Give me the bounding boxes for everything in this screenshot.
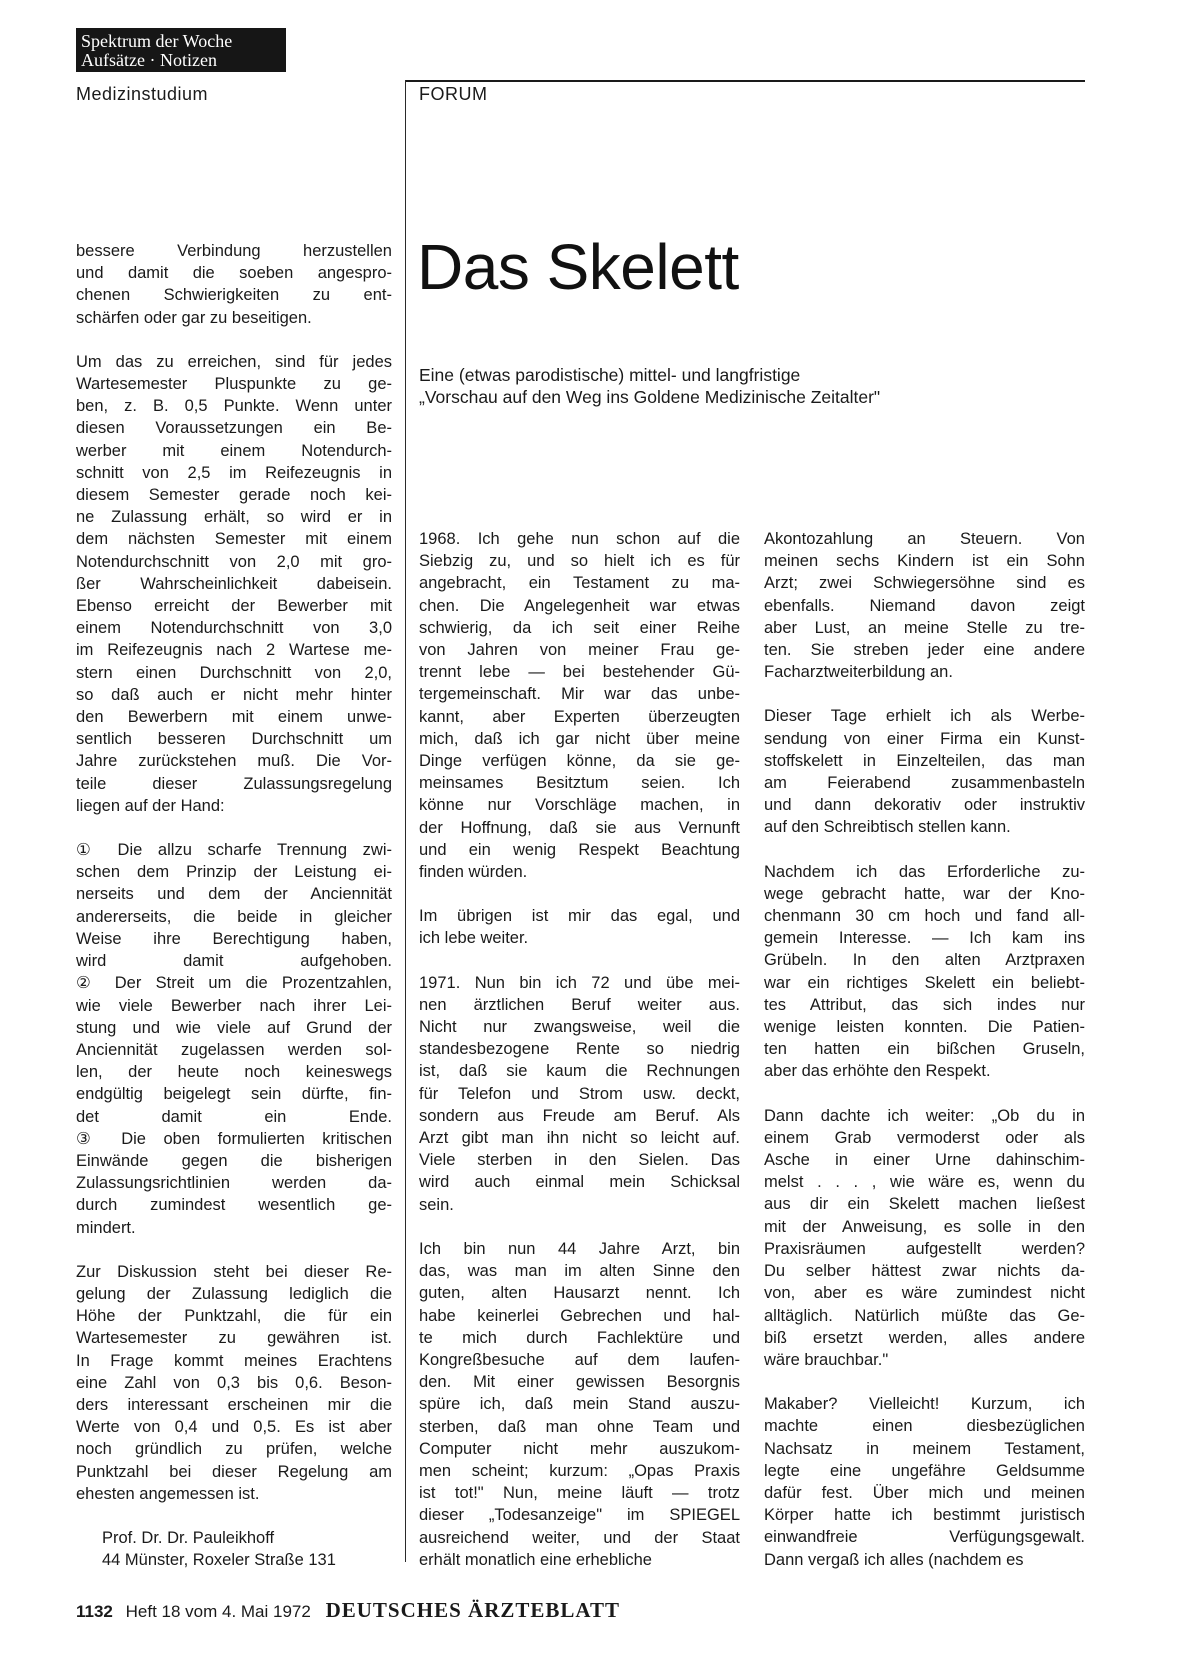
text-line: Dann vergaß ich alles (nachdem es [764,1550,1024,1569]
text-line: te mich durch Fachlektüre und [419,1328,740,1347]
text-line: stoffskelett in Einzelteilen, das man [764,751,1085,770]
text-line: nerseits und dem der Anciennität [76,885,392,904]
text-line: einem Grab vermoderst oder als [764,1128,1085,1147]
text-line: einwandfreie Verfügungsgewalt. [764,1528,1085,1547]
text-line: biß ersetzt werden, alles andere [764,1328,1085,1347]
text-line: von Jahren von meiner Frau ge- [419,641,740,660]
text-line: wege gebracht hatte, war der Kno- [764,884,1085,903]
text-paragraph [419,972,740,1216]
text-line: Höhe der Punktzahl, die für ein [76,1307,392,1326]
text-line: Akontozahlung an Steuern. Von [764,530,1085,548]
text-line: Computer nicht mehr auszukom- [419,1439,740,1458]
signature-line: Prof. Dr. Dr. Pauleikhoff [102,1528,275,1547]
text-line: aus dir ein Skelett machen ließest [764,1195,1085,1214]
text-line: war ein richtiges Skelett ein beliebt- [764,973,1085,992]
text-line: aber das erhöhte den Respekt. [764,1062,991,1081]
text-line: Nachdem ich das Erforderliche zu- [764,862,1085,881]
text-line: len, der heute noch keineswegs [76,1063,392,1082]
top-rule [405,80,1085,82]
text-line: dem nächsten Semester mit einem [76,530,392,549]
text-line: im Reifezeugnis nach 2 Wartese me- [76,641,392,660]
text-line: machte einen diesbezüglichen [764,1417,1085,1436]
text-line: diesen Voraussetzungen ein Be- [76,419,392,438]
text-line: dafür fest. Über mich und meinen [764,1483,1085,1502]
page-number: 1132 [76,1602,113,1621]
page-footer [76,1598,620,1623]
text-line: am Feierabend zusammenbasteln [764,774,1085,793]
text-line: ten hatten ein bißchen Gruseln, [764,1040,1085,1059]
text-line: wenige leisten konnten. Die Patien- [764,1018,1085,1037]
text-line: det damit ein Ende. [76,1107,392,1126]
text-paragraph [764,705,1085,838]
text-line: legte eine ungefähre Geldsumme [764,1461,1085,1480]
text-line: werber mit einem Notendurch- [76,441,392,460]
text-line: Arzt gibt man ihn nicht so leicht auf. [419,1129,740,1148]
text-line: tes Attribut, das sich indes nur [764,995,1085,1014]
text-line: Viele sterben in den Sielen. Das [419,1151,740,1170]
left-section-label: Medizinstudium [76,84,209,104]
text-line: finden würden. [419,863,528,882]
text-line: ßer Wahrscheinlichkeit dabeisein. [76,574,392,593]
text-paragraph [419,1238,740,1571]
text-line: mindert. [76,1218,136,1237]
text-paragraph [76,839,392,1239]
text-line: den Bewerbern mit einem unwe- [76,708,392,727]
text-line: gemein Interesse. — Ich kam ins [764,929,1085,948]
text-line: auf den Schreibtisch stellen kann. [764,818,1011,837]
text-line: ist tot!" Nun, meine läuft — trotz [419,1484,740,1503]
text-line: melst . . . , wie wäre es, wenn du [764,1173,1085,1192]
text-line: Notendurchschnitt von 2,0 mit gro- [76,552,392,571]
text-line: men scheint; kurzum: „Opas Praxis [419,1461,740,1480]
text-line: ehesten angemessen ist. [76,1484,260,1503]
text-line: Anciennität zugelassen werden sol- [76,1040,392,1059]
text-line: ist, daß sie kaum die Rechnungen [419,1062,740,1081]
text-line: andererseits, die beide in gleicher [76,907,392,926]
text-line: Zulassungsrichtlinien werden da- [76,1174,392,1193]
text-line: ben, z. B. 0,5 Punkte. Wenn unter [76,397,392,416]
article-subtitle [419,364,1039,408]
text-line: alltäglich. Natürlich müßte das Ge- [764,1306,1085,1325]
text-line: und ein wenig Respekt Beachtung [419,840,740,859]
text-line: Dann dachte ich weiter: „Ob du in [764,1106,1085,1125]
text-line: guten, alten Hausarzt nennt. Ich [419,1284,740,1303]
text-line: tergemeinschaft. Mir war das unbe- [419,685,740,704]
text-line: schnitt von 2,5 im Reifezeugnis in [76,463,392,482]
text-line: von, aber es wäre zumindest nicht [764,1284,1085,1303]
text-line: standesbezogene Rente so niedrig [419,1040,740,1059]
text-paragraph [764,861,1085,1083]
text-line: Kongreßbesuche auf dem laufen- [419,1350,740,1369]
text-line: teile dieser Zulassungsregelung [76,774,392,793]
text-line: Grübeln. In den alten Arztpraxen [764,951,1085,970]
text-paragraph [76,240,392,329]
text-line: chen. Die Angelegenheit war etwas [419,596,740,615]
text-line: Facharztweiterbildung an. [764,663,953,682]
text-line: erhält monatlich eine erhebliche [419,1550,652,1569]
text-line: sendung von einer Firma ein Kunst- [764,729,1085,748]
middle-column [419,528,740,1571]
text-line: so daß auch er nicht mehr hinter [76,685,392,704]
subtitle-line: „Vorschau auf den Weg ins Goldene Medizinische Zeitalter" [419,387,881,407]
text-line: trennt lebe — bei bestehender Gü- [419,663,740,682]
text-line: gelung der Zulassung lediglich die [76,1284,392,1303]
text-line: chenmann 30 cm hoch und fand all- [764,907,1085,926]
text-line: ten. Sie streben jeder eine andere [764,641,1085,660]
text-line: habe keinerlei Gebrechen und hal- [419,1306,740,1325]
text-line: nen ärztlichen Beruf weiter aus. [419,995,740,1014]
text-line: durch zumindest wesentlich ge- [76,1196,392,1215]
subtitle-line: Eine (etwas parodistische) mittel- und langfristige [419,365,801,385]
text-line: Nachsatz in meinem Testament, [764,1439,1085,1458]
text-line: Punktzahl bei dieser Regelung am [76,1462,392,1481]
text-line: Siebzig zu, und so hielt ich es für [419,552,740,571]
text-line: ebenfalls. Niemand davon zeigt [764,596,1085,615]
text-line: sterben, daß man ohne Team und [419,1417,740,1436]
text-line: mit der Anweisung, es solle in den [764,1217,1085,1236]
signature-line: 44 Münster, Roxeler Straße 131 [102,1551,336,1570]
text-line: meinsames Besitztum seien. Ich [419,774,740,793]
text-line: 1968. Ich gehe nun schon auf die [419,530,740,548]
text-paragraph [419,528,740,883]
right-column [764,528,1085,1571]
text-line: endgültig beigelegt sein dürfte, fin- [76,1085,392,1104]
text-line: ② Der Streit um die Prozentzahlen, [76,974,392,993]
text-line: Ebenso erreicht der Bewerber mit [76,597,392,616]
text-line: Werte von 0,4 und 0,5. Es ist aber [76,1418,392,1437]
text-line: Jahre zurückstehen muß. Die Vor- [76,752,392,771]
text-line: Dinge verfügen könne, da sie ge- [419,752,740,771]
text-line: stern einen Durchschnitt von 2,0, [76,663,392,682]
text-line: Um das zu erreichen, sind für jedes [76,352,392,371]
text-line: ne Zulassung erhält, so wird er in [76,508,392,527]
text-line: wie viele Bewerber nach ihrer Lei- [76,996,392,1015]
text-line: ausreichend weiter, und der Staat [419,1528,740,1547]
text-line: einem Notendurchschnitt von 3,0 [76,619,392,638]
text-line: Einwände gegen die bisherigen [76,1151,392,1170]
issue-info: Heft 18 vom 4. Mai 1972 [125,1602,311,1621]
text-line: schwierig, da ich seit einer Reihe [419,618,740,637]
text-line: ① Die allzu scharfe Trennung zwi- [76,841,392,860]
text-line: chenen Schwierigkeiten zu ent- [76,286,392,305]
text-paragraph [76,1261,392,1505]
text-line: ich lebe weiter. [419,929,529,948]
text-line: mich, daß ich gar nicht über meine [419,729,740,748]
text-line: liegen auf der Hand: [76,796,225,815]
text-paragraph [764,1393,1085,1571]
text-line: noch gründlich zu prüfen, welche [76,1440,392,1459]
text-line: sondern aus Freude am Beruf. Als [419,1106,740,1125]
text-line: der Hoffnung, daß sie aus Vernunft [419,818,740,837]
right-section-label: FORUM [419,84,488,104]
journal-name: DEUTSCHES ÄRZTEBLATT [325,1598,621,1622]
text-paragraph [419,905,740,949]
text-line: wird auch einmal mein Schicksal [419,1173,740,1192]
text-line: Im übrigen ist mir das egal, und [419,907,740,926]
text-line: spüre ich, daß mein Stand auszu- [419,1395,740,1414]
text-line: schärfen oder gar zu beseitigen. [76,308,312,327]
text-line: Makaber? Vielleicht! Kurzum, ich [764,1395,1085,1414]
text-line: Zur Diskussion steht bei dieser Re- [76,1262,392,1281]
text-line: könne nur Vorschläge machen, in [419,796,740,815]
text-line: aber Lust, an meine Stelle zu tre- [764,618,1085,637]
text-line: sein. [419,1195,454,1214]
author-signature [76,1527,392,1571]
text-line: Wartesemester zu gewähren ist. [76,1329,392,1348]
text-line: meinen sechs Kindern ist ein Sohn [764,552,1085,571]
text-line: Körper hatte ich bestimmt juristisch [764,1506,1085,1525]
text-line: dieser „Todesanzeige" im SPIEGEL [419,1506,740,1525]
text-line: Du selber hättest zwar nichts da- [764,1262,1085,1281]
text-line: Praxisräumen aufgestellt werden? [764,1239,1085,1258]
text-paragraph [764,528,1085,683]
text-line: und dann dekorativ oder instruktiv [764,796,1085,815]
column-divider [405,80,406,1562]
text-line: In Frage kommt meines Erachtens [76,1351,392,1370]
text-line: das, was man im alten Sinne den [419,1262,740,1281]
text-line: und damit die soeben angespro- [76,264,392,283]
article-title: Das Skelett [417,231,739,303]
text-line: diesem Semester gerade noch kei- [76,486,392,505]
badge-line-1: Spektrum der Woche [81,31,233,51]
text-line: stung und wie viele auf Grund der [76,1018,392,1037]
text-line: wird damit aufgehoben. [76,952,392,971]
text-line: angebracht, ein Testament zu ma- [419,574,740,593]
text-line: sentlich besseren Durchschnitt um [76,730,392,749]
text-line: wäre brauchbar." [764,1350,889,1369]
text-paragraph [764,1105,1085,1371]
text-line: kannt, aber Experten überzeugten [419,707,740,726]
text-line: schen dem Prinzip der Leistung ei- [76,863,392,882]
text-line: ders interessant erscheinen mir die [76,1395,392,1414]
text-line: Ich bin nun 44 Jahre Arzt, bin [419,1239,740,1258]
text-line: Nicht nur zwangsweise, weil die [419,1018,740,1037]
badge-line-2: Aufsätze · Notizen [81,50,217,70]
left-column [76,240,392,1571]
section-badge [76,28,286,72]
text-line: eine Zahl von 0,3 bis 0,6. Beson- [76,1373,392,1392]
text-line: 1971. Nun bin ich 72 und übe mei- [419,973,740,992]
text-line: Weise ihre Berechtigung haben, [76,929,392,948]
text-line: ③ Die oben formulierten kritischen [76,1129,392,1148]
text-line: Wartesemester Pluspunkte zu ge- [76,375,392,394]
text-paragraph [76,351,392,817]
text-line: Arzt; zwei Schwiegersöhne sind es [764,574,1085,593]
text-line: den. Mit einer gewissen Besorgnis [419,1373,740,1392]
text-line: Asche in einer Urne dahinschim- [764,1151,1085,1170]
text-line: Dieser Tage erhielt ich als Werbe- [764,707,1085,726]
text-line: für Telefon und Strom usw. deckt, [419,1084,740,1103]
text-line: bessere Verbindung herzustellen [76,242,392,260]
